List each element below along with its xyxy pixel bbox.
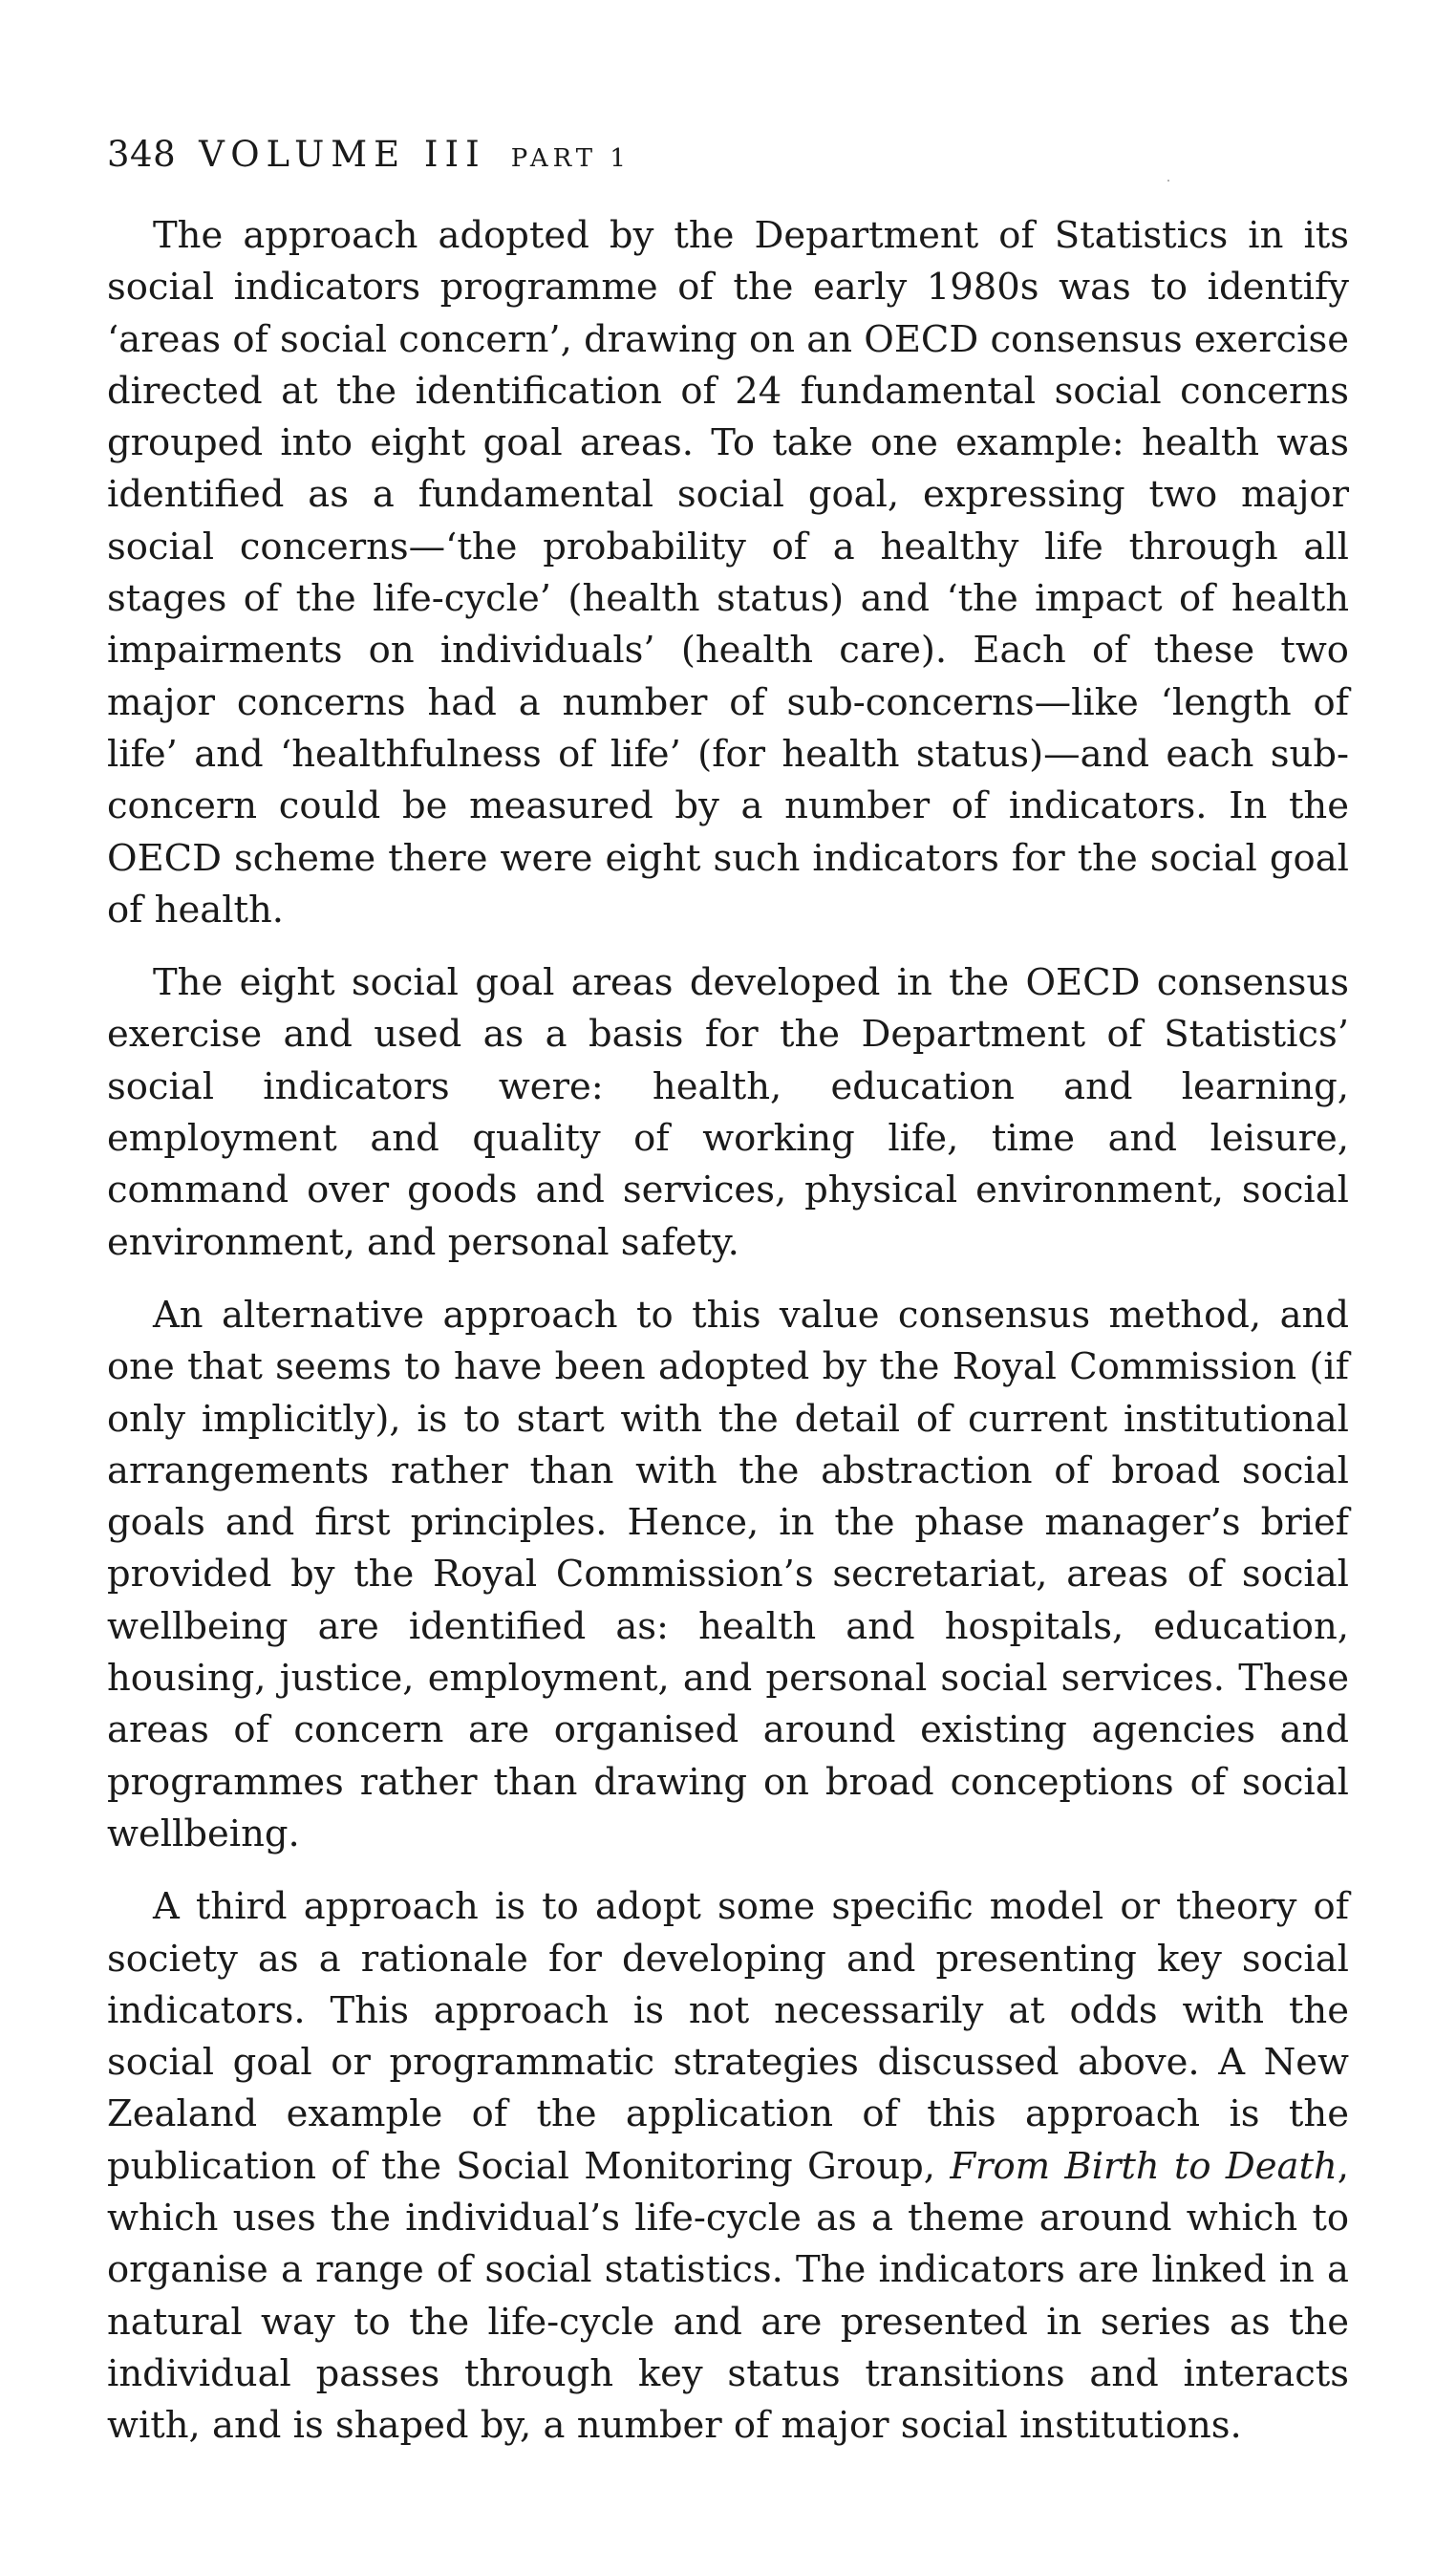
body-text xyxy=(107,210,1349,2452)
volume-label: VOLUME III xyxy=(199,134,486,175)
page-number: 348 xyxy=(107,134,177,175)
paragraph-4 xyxy=(107,1881,1349,2452)
publication-title: From Birth to Death xyxy=(950,2144,1338,2188)
paragraph-4-text-after: , which uses the individual’s life-cycle as a theme around which to organise a range of social statistics. The indicators are linked in a natural way to the life-cycle and are presented in series as the individual passes through key status transitions and interacts with, and is shaped by, a number of major social institutions. xyxy=(107,2144,1349,2448)
scan-speck xyxy=(1167,180,1169,182)
running-head xyxy=(107,134,1349,176)
part-label: PART 1 xyxy=(510,144,631,173)
paragraph-1: The approach adopted by the Department of Statistics in its social indicators programme of the early 1980s was to identify ‘areas of social concern’, drawing on an OECD consensus exercise directed at the identification of 24 fundamental social concerns grouped into eight goal areas. To take one example: health was identified as a fundamental social goal, expressing two major social concerns—‘the probability of a healthy life through all stages of the life-cycle’ (health status) and ‘the impact of health impairments on individuals’ (health care). Each of these two major concerns had a number of sub-concerns—like ‘length of life’ and ‘healthfulness of life’ (for health status)—and each sub-concern could be measured by a number of indicators. In the OECD scheme there were eight such indicators for the social goal of health. xyxy=(107,214,1350,932)
paragraph-4-text-before: A third approach is to adopt some specific model or theory of society as a rationale for developing and presenting key social indicators. This approach is not necessarily at odds with the social goal or programmatic strategies discussed above. A New Zealand example of the application of this approach is the publication of the Social Monitoring Group, xyxy=(107,1885,1349,2188)
paragraph-3: An alternative approach to this value consensus method, and one that seems to have been adopted by the Royal Commission (if only implicitly), is to start with the detail of current institutional arrangements rather than with the abstraction of broad social goals and first principles. Hence, in the phase manager’s brief provided by the Royal Commission’s secretariat, areas of social wellbeing are identified as: health and hospitals, education, housing, justice, employment, and personal social services. These areas of concern are organised around existing agencies and programmes rather than drawing on broad conceptions of social wellbeing. xyxy=(107,1293,1349,1855)
page xyxy=(107,134,1349,2473)
paragraph-2: The eight social goal areas developed in the OECD consensus exercise and used as a basis for the Department of Statistics’ social indicators were: health, education and learning, employment and quality of working life, time and leisure, command over goods and services, physical environment, social environment, and personal safety. xyxy=(107,961,1349,1264)
